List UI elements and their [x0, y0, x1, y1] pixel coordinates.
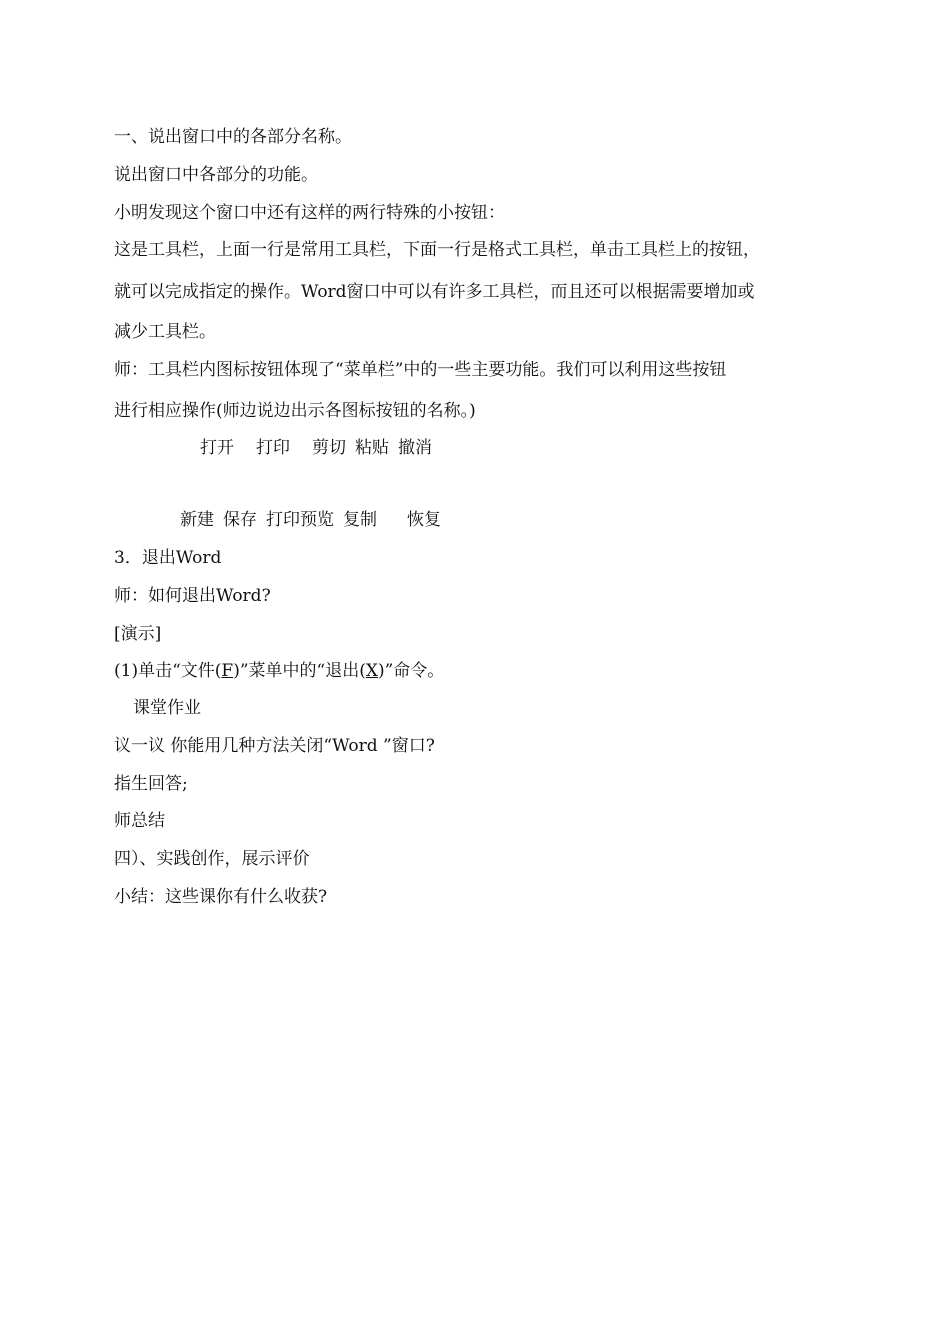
label-print-preview: 打印预览 [266, 510, 334, 530]
step-text-mid: )”菜单中的“退出( [233, 661, 366, 681]
step-exit-command [114, 659, 444, 683]
label-copy: 复制 [343, 510, 377, 530]
classroom-homework: 课堂作业 [133, 698, 201, 718]
label-save: 保存 [223, 510, 257, 530]
paragraph-teacher-toolbar-1: 师：工具栏内图标按钮体现了“菜单栏”中的一些主要功能。我们可以利用这些按钮 [114, 360, 727, 380]
paragraph-toolbar-intro: 小明发现这个窗口中还有这样的两行特殊的小按钮： [114, 203, 505, 223]
toolbar-labels-row-1 [200, 436, 432, 460]
hotkey-x: X [365, 661, 378, 681]
paragraph-teacher-toolbar-2: 进行相应操作(师边说边出示各图标按钮的名称。) [114, 401, 476, 421]
label-undo: 撤消 [398, 438, 432, 458]
step-text-prefix: (1)单击“文件( [114, 661, 222, 681]
label-redo: 恢复 [407, 510, 441, 530]
paragraph-toolbar-desc-3: 减少工具栏。 [114, 322, 216, 342]
section-exit-word: 3．退出Word [114, 548, 222, 568]
teacher-question-exit: 师：如何退出Word? [114, 586, 271, 606]
paragraph-toolbar-desc-2: 就可以完成指定的操作。Word窗口中可以有许多工具栏，而且还可以根据需要增加或 [114, 282, 755, 302]
heading-window-parts: 一、说出窗口中的各部分名称。 [114, 127, 352, 147]
discussion-question: 议一议 你能用几种方法关闭“Word ”窗口? [114, 736, 435, 756]
label-paste: 粘贴 [355, 438, 389, 458]
label-new: 新建 [180, 510, 214, 530]
label-cut: 剪切 [312, 438, 346, 458]
label-open: 打开 [200, 438, 234, 458]
step-text-suffix: )”命令。 [377, 661, 445, 681]
paragraph-window-functions: 说出窗口中各部分的功能。 [114, 165, 318, 185]
practice-heading: 四）、实践创作，展示评价 [114, 849, 310, 869]
conclusion-question: 小结：这些课你有什么收获? [114, 887, 328, 907]
paragraph-toolbar-desc-1: 这是工具栏，上面一行是常用工具栏，下面一行是格式工具栏，单击工具栏上的按钮， [114, 240, 760, 260]
demo-label: [演示] [114, 624, 162, 644]
student-answer: 指生回答; [114, 774, 188, 794]
teacher-summary: 师总结 [114, 811, 165, 831]
label-print: 打印 [256, 438, 290, 458]
toolbar-labels-row-2 [180, 508, 441, 532]
hotkey-f: F [221, 661, 234, 681]
